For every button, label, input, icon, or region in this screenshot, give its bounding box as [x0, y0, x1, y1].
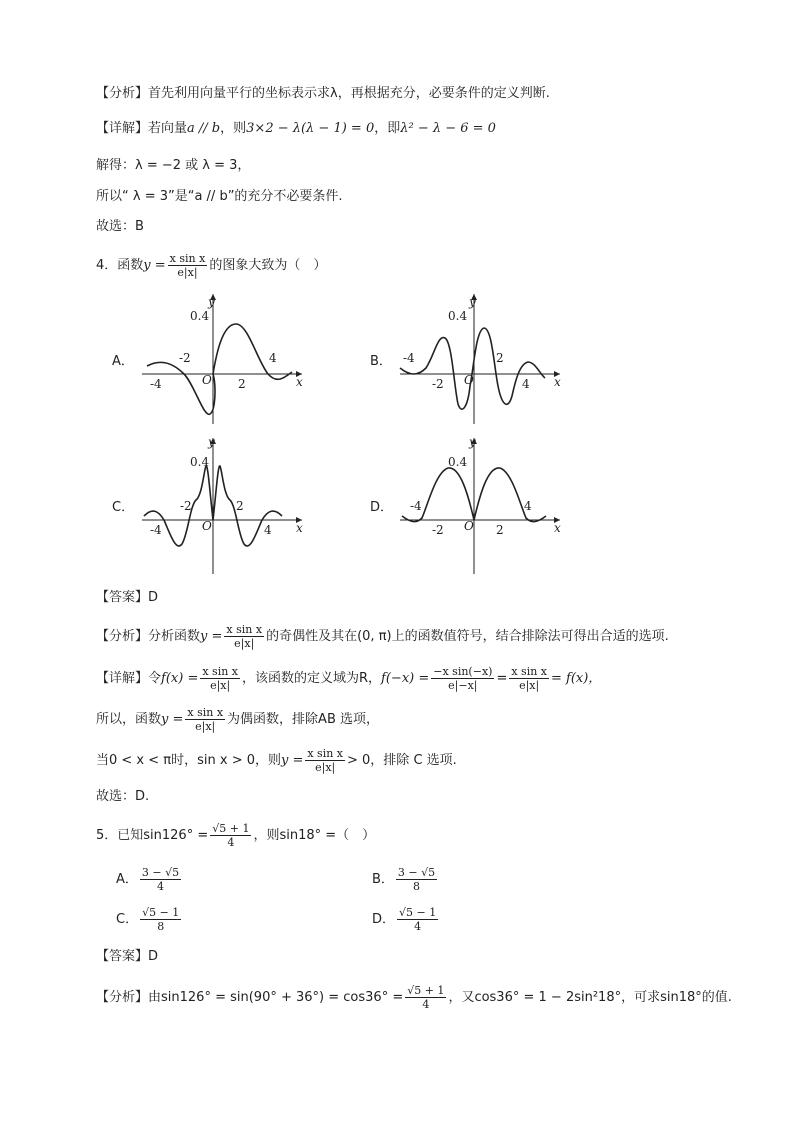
graph-d-tick-3: -2 — [432, 523, 444, 537]
equation-1: 3×2 − λ(λ − 1) = 0 — [246, 121, 375, 136]
an5-fraction — [405, 984, 446, 1011]
graph-b-ylabel: y — [469, 295, 476, 309]
de4-post: = f(x)， — [551, 671, 602, 686]
option-5c-label: C． — [116, 912, 139, 927]
conclusion-line: 所以“ λ = 3”是“a // b”的充分不必要条件. — [96, 189, 343, 204]
an4-fraction — [224, 623, 264, 650]
answer-tag: 【答案】 — [96, 590, 149, 605]
graph-b-xlabel: x — [554, 375, 561, 389]
l7-y: y = — [280, 753, 304, 768]
l6-num: x sin x — [187, 706, 224, 719]
graph-a-tick-1: -2 — [179, 351, 191, 365]
option-5c — [116, 906, 183, 933]
option-5d-label: D． — [372, 912, 396, 927]
graph-c-origin: O — [202, 519, 212, 533]
solve-line: 解得：λ = −2 或 λ = 3， — [96, 158, 251, 173]
an4-post: 的奇偶性及其在(0, π)上的函数值符号，结合排除法可得出合适的选项. — [266, 629, 669, 644]
option-d-label: D． — [370, 500, 394, 515]
q5-den: 4 — [227, 836, 235, 849]
graph-c-tick-1: -2 — [180, 499, 192, 513]
graph-d-ylabel: y — [469, 435, 476, 449]
option-5a — [116, 866, 183, 893]
graph-c-xlabel: x — [296, 521, 303, 535]
de4-num3: x sin x — [511, 665, 547, 678]
analysis-tag: 【分析】 — [96, 86, 149, 101]
detail-text-mid: ，则 — [220, 121, 247, 136]
graph-a — [112, 286, 312, 426]
q4-den: e|x| — [177, 266, 198, 279]
option-a-label: A． — [112, 354, 134, 369]
graph-d-svg — [370, 434, 570, 576]
graph-c-tick-0: 0.4 — [190, 455, 210, 469]
option-5d-num: √5 − 1 — [399, 906, 437, 919]
answer-4-line — [96, 588, 158, 608]
de4-num: x sin x — [202, 665, 238, 678]
choice-4-line: 故选：D. — [96, 789, 150, 804]
analysis-5-line — [96, 984, 732, 1011]
graph-d-tick-0: 0.4 — [448, 455, 468, 469]
detail-text-mid2: ，即 — [374, 121, 401, 136]
de4-num2: −x sin(−x) — [433, 665, 493, 678]
l7-num: x sin x — [307, 747, 344, 760]
vector-parallel: a // b — [187, 121, 221, 136]
graph-b-origin: O — [464, 373, 474, 387]
answer-tag: 【答案】 — [96, 949, 149, 964]
even-function-line — [96, 706, 379, 733]
analysis-tag: 【分析】 — [96, 629, 149, 644]
graph-c-ylabel: y — [208, 435, 215, 449]
q4-fraction — [168, 252, 208, 279]
graph-d-origin: O — [464, 519, 474, 533]
option-5c-den: 8 — [157, 920, 165, 933]
de4-mid: ，该函数的定义域为R， — [242, 671, 382, 686]
an4-y: y = — [200, 629, 223, 644]
de4-den: e|x| — [210, 679, 231, 692]
analysis-text: 首先利用向量平行的坐标表示求λ，再根据充分，必要条件的定义判断. — [148, 86, 550, 101]
an4-pre: 分析函数 — [148, 629, 201, 644]
graph-c-tick-3: -4 — [150, 523, 162, 537]
equation-2: λ² − λ − 6 = 0 — [400, 121, 496, 136]
de4-den3: e|x| — [519, 679, 540, 692]
graph-d-tick-2: 4 — [524, 499, 532, 513]
l6-fraction — [185, 706, 225, 733]
option-5c-num: √5 − 1 — [142, 906, 180, 919]
option-5d — [372, 906, 440, 933]
de4-fraction-2 — [431, 665, 494, 692]
graph-b-tick-1: -4 — [403, 351, 415, 365]
an4-num: x sin x — [226, 623, 263, 636]
graph-c — [112, 434, 312, 576]
graph-c-svg — [112, 434, 312, 576]
graph-a-svg — [112, 286, 312, 426]
detail-line — [96, 119, 496, 139]
de4-fx: f(x) = — [161, 671, 199, 686]
l7-den: e|x| — [315, 761, 336, 774]
analysis-line — [96, 84, 550, 104]
l7-fraction — [305, 747, 345, 774]
detail-text-pre: 若向量 — [148, 121, 188, 136]
graph-a-ylabel: y — [208, 295, 215, 309]
option-5a-label: A． — [116, 872, 138, 887]
graph-d-tick-4: 2 — [496, 523, 504, 537]
option-5d-fraction — [397, 906, 438, 933]
analysis-4-line — [96, 623, 669, 650]
graph-b-tick-3: -2 — [432, 377, 444, 391]
graph-c-tick-2: 2 — [236, 499, 244, 513]
detail-tag: 【详解】 — [96, 121, 149, 136]
q5-num: √5 + 1 — [212, 822, 250, 835]
an5-pre: 由sin126° = sin(90° + 36°) = cos36° = — [148, 990, 404, 1005]
option-5c-fraction — [140, 906, 181, 933]
de4-den2: e|−x| — [448, 679, 478, 692]
choice-line: 故选：B — [96, 219, 144, 234]
l6-post: 为偶函数，排除AB 选项， — [227, 712, 379, 727]
graph-a-tick-2: 4 — [269, 351, 277, 365]
q5-pre: 5．已知sin126° = — [96, 828, 209, 843]
de4-fraction-1 — [200, 665, 240, 692]
q5-post: ，则sin18° =（ ） — [253, 828, 376, 843]
graph-a-tick-3: -4 — [150, 377, 162, 391]
l7-pre: 当0 < x < π时，sin x > 0，则 — [96, 753, 281, 768]
option-c-label: C． — [112, 500, 135, 515]
graph-d — [370, 434, 570, 576]
sign-line — [96, 747, 457, 774]
graph-b-tick-2: 2 — [496, 351, 504, 365]
option-5a-fraction — [140, 866, 181, 893]
q4-post: 的图象大致为（ ） — [209, 258, 327, 273]
option-5b-label: B． — [372, 872, 394, 887]
q4-pre: 4．函数 — [96, 258, 144, 273]
q4-y: y = — [143, 258, 166, 273]
option-5b-den: 8 — [413, 880, 421, 893]
l6-pre: 所以，函数 — [96, 712, 162, 727]
graph-a-tick-0: 0.4 — [190, 309, 210, 323]
answer-4-value: D — [148, 590, 159, 605]
question-5 — [96, 822, 375, 849]
l6-den: e|x| — [195, 720, 216, 733]
an5-post: ，又cos36° = 1 − 2sin²18°，可求sin18°的值. — [448, 990, 732, 1005]
de4-fraction-3 — [509, 665, 549, 692]
graph-b-svg — [370, 286, 570, 426]
graph-a-xlabel: x — [296, 375, 303, 389]
graph-b — [370, 286, 570, 426]
l7-post: > 0，排除 C 选项. — [347, 753, 457, 768]
option-b-label: B． — [370, 354, 392, 369]
question-4 — [96, 252, 326, 279]
de4-fneg: f(−x) = — [381, 671, 430, 686]
an5-den: 4 — [422, 998, 430, 1011]
detail-4-line — [96, 665, 601, 692]
graph-c-tick-4: 4 — [264, 523, 272, 537]
option-5d-den: 4 — [414, 920, 422, 933]
graph-d-xlabel: x — [554, 521, 561, 535]
option-5a-num: 3 − √5 — [141, 866, 180, 879]
graph-b-tick-0: 0.4 — [448, 309, 468, 323]
q5-fraction — [210, 822, 251, 849]
de4-eq: = — [496, 671, 508, 686]
detail-tag: 【详解】 — [96, 671, 149, 686]
an5-num: √5 + 1 — [407, 984, 445, 997]
graph-d-tick-1: -4 — [410, 499, 422, 513]
analysis-tag: 【分析】 — [96, 990, 149, 1005]
graph-a-tick-4: 2 — [238, 377, 246, 391]
option-5a-den: 4 — [157, 880, 165, 893]
an4-den: e|x| — [234, 637, 255, 650]
q4-num: x sin x — [169, 252, 206, 265]
answer-5-value: D — [148, 949, 159, 964]
option-5b-fraction — [396, 866, 437, 893]
graph-a-origin: O — [202, 373, 212, 387]
l6-y: y = — [161, 712, 184, 727]
graph-b-tick-4: 4 — [522, 377, 530, 391]
option-5b — [372, 866, 439, 893]
answer-5-line — [96, 947, 158, 967]
option-5b-num: 3 − √5 — [397, 866, 436, 879]
de4-pre: 令 — [148, 671, 162, 686]
